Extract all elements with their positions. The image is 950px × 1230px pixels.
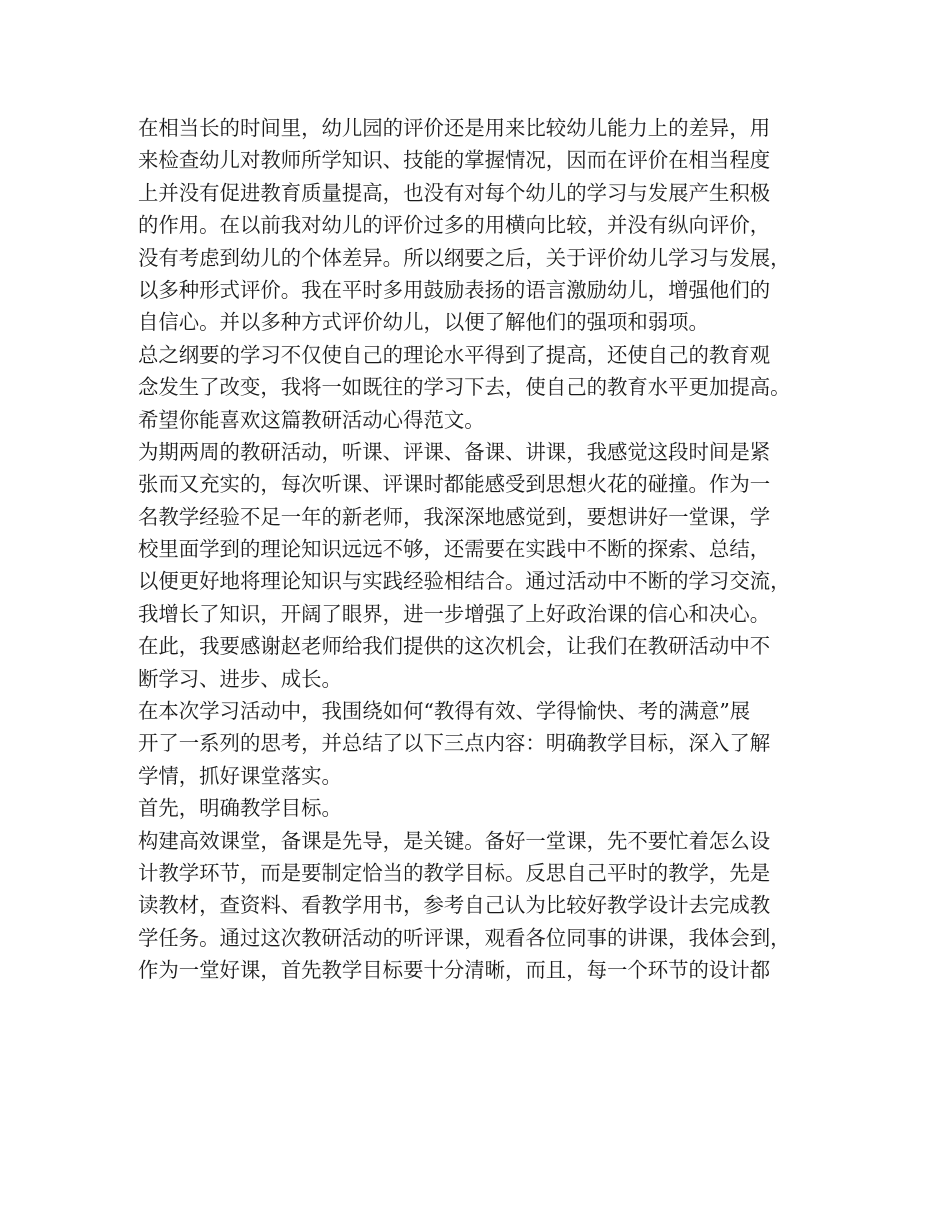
text-line: 念发生了改变，我将一如既往的学习下去，使自己的教育水平更加提高。 (138, 375, 791, 400)
text-line: 读教材，查资料、看教学用书，参考自己认为比较好教学设计去完成教 (138, 893, 771, 918)
text-line: 校里面学到的理论知识远远不够，还需要在实践中不断的探索、总结， (138, 537, 771, 562)
text-line: 张而又充实的，每次听课、评课时都能感受到思想火花的碰撞。作为一 (138, 472, 771, 497)
text-line: 自信心。并以多种方式评价幼儿，以便了解他们的强项和弱项。 (138, 310, 709, 335)
text-line: 总之纲要的学习不仅使自己的理论水平得到了提高，还使自己的教育观 (138, 342, 771, 367)
document-body (138, 112, 824, 987)
text-line: 来检查幼儿对教师所学知识、技能的掌握情况，因而在评价在相当程度 (138, 148, 771, 173)
text-line: 学情，抓好课堂落实。 (138, 763, 342, 788)
text-line: 开了一系列的思考，并总结了以下三点内容：明确教学目标，深入了解 (138, 731, 771, 756)
text-line: 在此，我要感谢赵老师给我们提供的这次机会，让我们在教研活动中不 (138, 634, 771, 659)
text-line: 希望你能喜欢这篇教研活动心得范文。 (138, 407, 485, 432)
text-line: 的作用。在以前我对幼儿的评价过多的用横向比较，并没有纵向评价， (138, 213, 771, 238)
text-line: 断学习、进步、成长。 (138, 666, 342, 691)
text-line: 我增长了知识，开阔了眼界，进一步增强了上好政治课的信心和决心。 (138, 601, 771, 626)
text-line: 为期两周的教研活动，听课、评课、备课、讲课，我感觉这段时间是紧 (138, 439, 771, 464)
text-line: 在相当长的时间里，幼儿园的评价还是用来比较幼儿能力上的差异，用 (138, 116, 771, 140)
text-line: 名教学经验不足一年的新老师，我深深地感觉到，要想讲好一堂课，学 (138, 504, 771, 529)
text-line: 以多种形式评价。我在平时多用鼓励表扬的语言激励幼儿，增强他们的 (138, 277, 771, 302)
text-line: 在本次学习活动中，我围绕如何“教得有效、学得愉快、考的满意”展 (138, 699, 751, 724)
text-line: 以便更好地将理论知识与实践经验相结合。通过活动中不断的学习交流， (138, 569, 791, 594)
text-line: 上并没有促进教育质量提高，也没有对每个幼儿的学习与发展产生积极 (138, 180, 771, 205)
section-heading: 首先，明确教学目标。 (138, 796, 342, 821)
text-line: 计教学环节，而是要制定恰当的教学目标。反思自己平时的教学，先是 (138, 860, 771, 885)
text-line: 构建高效课堂，备课是先导，是关键。备好一堂课，先不要忙着怎么设 (138, 828, 771, 853)
text-line: 作为一堂好课，首先教学目标要十分清晰，而且，每一个环节的设计都 (138, 958, 771, 983)
text-line: 没有考虑到幼儿的个体差异。所以纲要之后，关于评价幼儿学习与发展， (138, 245, 791, 270)
text-line: 学任务。通过这次教研活动的听评课，观看各位同事的讲课，我体会到， (138, 925, 791, 950)
